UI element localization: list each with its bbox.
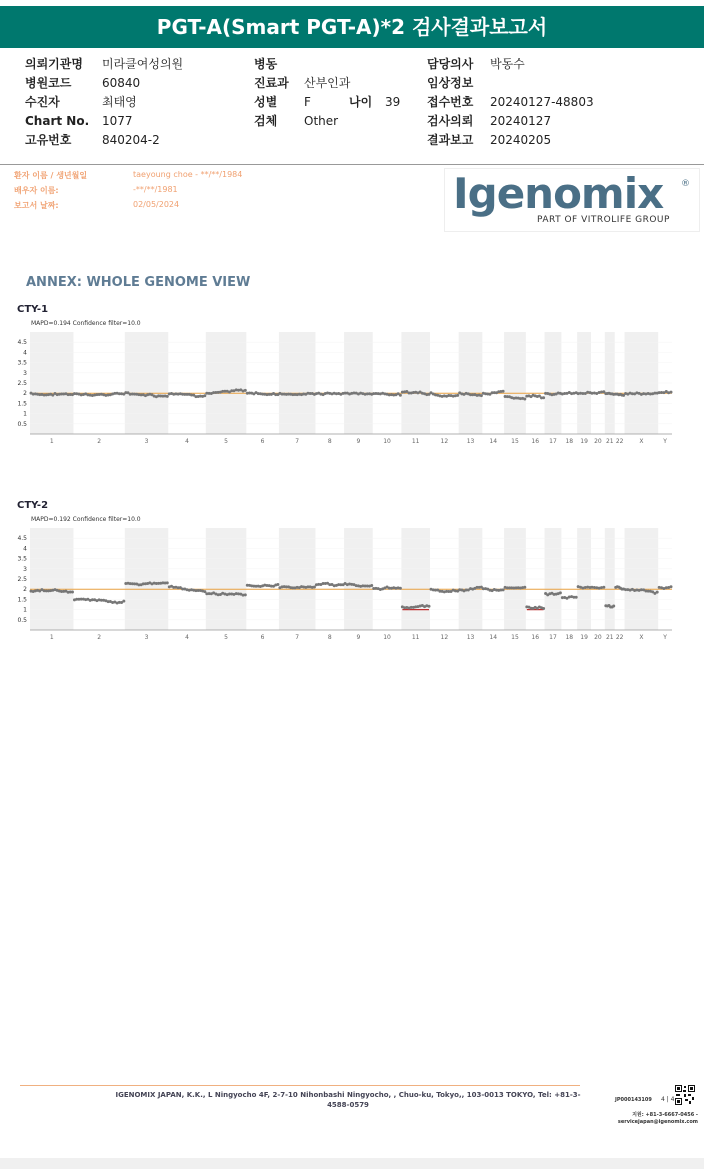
x-tick-label: 14 [489, 438, 498, 445]
x-tick-label: Y [663, 438, 667, 445]
info-col-3-values [490, 55, 594, 150]
y-tick-label: 0.5 [17, 616, 27, 624]
data-point [602, 586, 605, 589]
x-tick-label: 20 [594, 438, 602, 445]
data-point [542, 607, 545, 610]
x-tick-label: 9 [356, 438, 361, 445]
x-tick-label: 1 [49, 438, 54, 445]
value-department: 산부인과 [304, 76, 351, 90]
info-col-1-values [102, 55, 183, 150]
data-point [456, 394, 459, 397]
y-tick-label: 3 [23, 369, 27, 377]
patient-name-value: taeyoung choe - **/**/1984 [133, 170, 243, 179]
x-tick-label: 15 [511, 438, 519, 445]
y-tick-label: 1.5 [17, 400, 27, 408]
x-tick-label: 16 [531, 634, 540, 641]
report-date-label: 보고서 날짜: [14, 201, 59, 210]
y-tick-label: 4.5 [17, 339, 27, 347]
value-unique-no: 840204-2 [102, 133, 160, 147]
chart-1-plot [14, 330, 694, 450]
data-point [656, 591, 659, 594]
x-tick-label: 3 [144, 634, 149, 641]
report-title: PGT-A(Smart PGT-A)*2 검사결과보고서 [0, 6, 704, 48]
partner-value: -**/**/1981 [133, 185, 178, 194]
info-col-2-values [304, 55, 350, 131]
label-specimen: 검체 [254, 114, 278, 128]
qr-code-icon [675, 1085, 695, 1105]
x-tick-label: 21 [605, 634, 614, 641]
y-tick-label: 3.5 [17, 359, 27, 367]
contact-info [606, 1112, 698, 1126]
x-tick-label: 14 [489, 634, 498, 641]
x-tick-label: 2 [97, 634, 102, 641]
data-point [523, 397, 526, 400]
contact-email: servicejapan@igenomix.com [617, 1119, 698, 1125]
y-tick-label: 2 [23, 586, 27, 594]
x-tick-label: X [639, 438, 644, 445]
y-tick-label: 2.5 [17, 380, 27, 387]
data-point [502, 390, 505, 393]
label-chart-no: Chart No. [25, 114, 90, 128]
y-tick-label: 1 [23, 606, 27, 614]
data-point [670, 391, 673, 394]
label-clinical-info: 임상정보 [427, 76, 474, 90]
data-point [71, 591, 74, 594]
data-point [122, 600, 125, 603]
doc-code: JP000143109 [615, 1097, 652, 1103]
x-tick-label: 11 [411, 438, 420, 445]
value-sex: F [304, 95, 311, 109]
x-tick-label: 8 [327, 634, 332, 641]
value-chart-no: 1077 [102, 114, 133, 128]
data-point [542, 396, 545, 399]
data-point [502, 588, 505, 591]
x-tick-label: 21 [605, 438, 614, 445]
contact-phone: 지원: +81-3-6667-0456 - [632, 1112, 698, 1118]
data-point [166, 395, 169, 398]
x-tick-label: 2 [97, 438, 102, 445]
x-tick-label: 22 [615, 634, 624, 641]
logo-wordmark: Igenomix [453, 169, 664, 218]
partner-label: 배우자 이름: [14, 186, 59, 195]
data-point [313, 586, 316, 589]
data-point [370, 584, 373, 587]
y-tick-label: 4.5 [17, 535, 27, 543]
info-age-value [385, 93, 400, 112]
y-tick-label: 1 [23, 410, 27, 418]
data-point [575, 596, 578, 599]
y-tick-label: 4 [23, 349, 27, 357]
label-request-date: 검사의뢰 [427, 114, 474, 128]
y-tick-label: 0.5 [17, 420, 27, 428]
data-point [399, 587, 402, 590]
x-tick-label: 17 [549, 438, 557, 445]
x-tick-label: 11 [411, 634, 420, 641]
chart-1-subtitle: MAPD=0.194 Confidence filter=10.0 [31, 320, 141, 327]
x-tick-label: 10 [383, 634, 391, 641]
label-sex: 성별 [254, 95, 278, 109]
y-tick-label: 3 [23, 565, 27, 573]
x-tick-label: X [639, 634, 644, 641]
x-tick-label: 12 [440, 438, 449, 445]
info-col-2 [254, 55, 289, 131]
x-tick-label: 9 [356, 634, 361, 641]
x-tick-label: 17 [549, 634, 557, 641]
label-report-date: 결과보고 [427, 133, 474, 147]
x-tick-label: 18 [565, 438, 574, 445]
x-tick-label: 6 [260, 438, 265, 445]
section-title: ANNEX: WHOLE GENOME VIEW [26, 275, 251, 290]
y-tick-label: 1.5 [17, 596, 27, 604]
value-age: 39 [385, 95, 401, 109]
value-receipt-no: 20240127-48803 [490, 95, 594, 109]
x-tick-label: 15 [511, 634, 519, 641]
label-patient: 수진자 [25, 95, 60, 109]
label-department: 진료과 [254, 76, 289, 90]
chart-2-title: CTY-2 [17, 500, 49, 511]
x-tick-label: 4 [185, 634, 189, 641]
label-hospital-code: 병원코드 [25, 76, 72, 90]
info-age [349, 93, 372, 112]
x-tick-label: 5 [224, 438, 228, 445]
data-point [670, 585, 673, 588]
igenomix-logo [444, 168, 700, 232]
data-point [244, 389, 247, 392]
data-point [480, 394, 483, 397]
footer-address: IGENOMIX JAPAN, K.K., L Ningyocho 4F, 2-7-10 Nihonbashi Ningyocho, , Chuo-ku, Tokyo,, 103-0013 TOKYO, Tel: +81-3-4588-0579 [115, 1091, 581, 1109]
chart-2-subtitle: MAPD=0.192 Confidence filter=10.0 [31, 516, 141, 523]
label-receipt-no: 접수번호 [427, 95, 474, 109]
x-tick-label: 5 [224, 634, 228, 641]
page-number: 4 | 4 [661, 1096, 675, 1103]
data-point [612, 604, 615, 607]
info-col-3 [427, 55, 473, 150]
label-institution: 의뢰기관명 [25, 57, 83, 71]
value-institution: 미라클여성의원 [102, 57, 184, 71]
x-tick-label: 13 [466, 438, 475, 445]
x-tick-label: 3 [144, 438, 149, 445]
footer-divider [20, 1085, 580, 1086]
value-report-date: 20240205 [490, 133, 552, 147]
logo-subtitle: PART OF VITROLIFE GROUP [537, 215, 670, 225]
data-point [166, 581, 169, 584]
data-point [203, 394, 206, 397]
patient-name-label: 환자 이름 / 생년월일 [14, 171, 88, 180]
x-tick-label: 10 [383, 438, 391, 445]
data-point [559, 591, 562, 594]
value-hospital-code: 60840 [102, 76, 141, 90]
y-tick-label: 2 [23, 390, 27, 398]
header-divider [0, 164, 704, 165]
x-tick-label: 1 [49, 634, 54, 641]
x-tick-label: 22 [615, 438, 624, 445]
x-tick-label: 16 [531, 438, 540, 445]
value-ward [304, 55, 350, 74]
data-point [244, 593, 247, 596]
data-point [523, 586, 526, 589]
data-point [428, 605, 431, 608]
x-tick-label: 8 [327, 438, 332, 445]
data-point [276, 583, 279, 586]
report-date-value: 02/05/2024 [133, 200, 180, 209]
logo-registered: ® [681, 179, 690, 189]
x-tick-label: 12 [440, 634, 449, 641]
y-tick-label: 2.5 [17, 576, 27, 583]
x-tick-label: Y [663, 634, 667, 641]
data-point [399, 394, 402, 397]
label-age: 나이 [349, 95, 373, 109]
x-tick-label: 4 [185, 438, 189, 445]
value-specimen: Other [304, 114, 339, 128]
chart-2-plot [14, 526, 694, 646]
x-tick-label: 13 [466, 634, 475, 641]
x-tick-label: 19 [580, 634, 588, 641]
value-doctor: 박동수 [490, 57, 525, 71]
label-unique-no: 고유번호 [25, 133, 72, 147]
value-patient: 최태영 [102, 95, 137, 109]
x-tick-label: 6 [260, 634, 265, 641]
info-col-1 [25, 55, 89, 150]
x-tick-label: 7 [295, 438, 300, 445]
label-doctor: 담당의사 [427, 57, 474, 71]
chart-1-title: CTY-1 [17, 304, 49, 315]
value-request-date: 20240127 [490, 114, 552, 128]
value-clinical-info [490, 74, 594, 93]
x-tick-label: 18 [565, 634, 574, 641]
x-tick-label: 7 [295, 634, 300, 641]
x-tick-label: 19 [580, 438, 588, 445]
label-ward: 병동 [254, 57, 278, 71]
bottom-bar [0, 1158, 704, 1169]
y-tick-label: 4 [23, 545, 27, 553]
x-tick-label: 20 [594, 634, 602, 641]
y-tick-label: 3.5 [17, 555, 27, 563]
